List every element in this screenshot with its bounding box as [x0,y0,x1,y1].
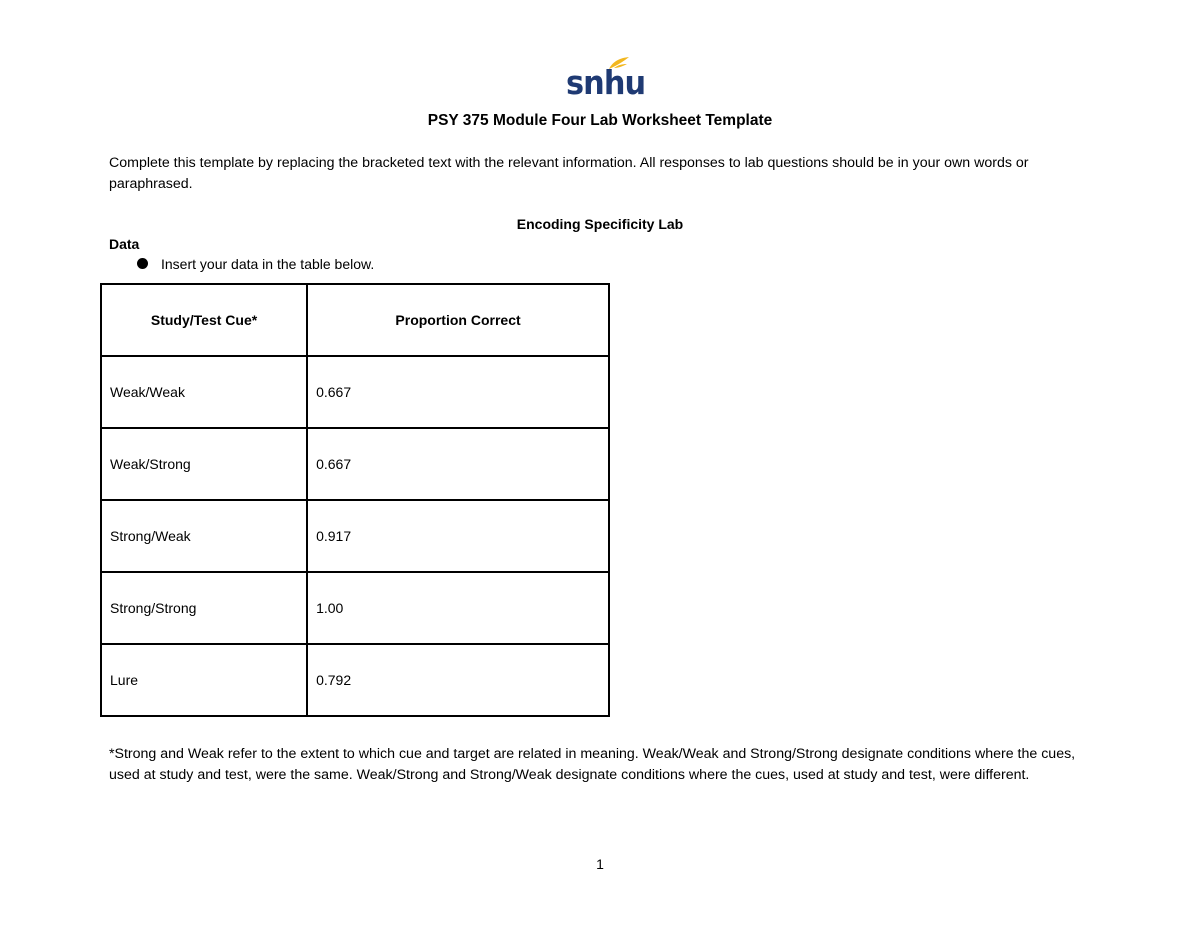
bullet-item [137,255,374,274]
table-cell-cue: Lure [101,644,307,716]
table-cell-cue: Weak/Weak [101,356,307,428]
table-cell-proportion: 0.792 [307,644,609,716]
intro-paragraph: Complete this template by replacing the bracketed text with the relevant information. All responses to lab questions should be in your own words or paraphrased. [109,155,1029,192]
data-table [100,283,610,717]
logo-wordmark: snhu [566,63,646,102]
table-header-row [101,284,609,356]
table-cell-proportion: 0.667 [307,356,609,428]
bullet-icon [137,258,148,269]
page-number: 1 [596,856,604,872]
table-header-cue: Study/Test Cue* [101,284,307,356]
table-cell-proportion: 1.00 [307,572,609,644]
table-cell-proportion: 0.667 [307,428,609,500]
table-cell-cue: Strong/Weak [101,500,307,572]
section-title: Encoding Specificity Lab [516,216,684,232]
table-row [101,356,609,428]
table-row [101,428,609,500]
table-row [101,500,609,572]
data-heading: Data [109,236,140,252]
snhu-logo [566,56,646,104]
table-row [101,644,609,716]
footnote: *Strong and Weak refer to the extent to which cue and target are related in meaning. Weak/Weak and Strong/Strong designate conditions where the cues, used at study and test, were the same. Weak/Strong and Strong/Weak designate conditions where the cues, used at study and test, were different. [109,746,1076,783]
table-cell-cue: Weak/Strong [101,428,307,500]
table-cell-cue: Strong/Strong [101,572,307,644]
table-header-proportion: Proportion Correct [307,284,609,356]
table-row [101,572,609,644]
bullet-text: Insert your data in the table below. [161,256,375,272]
table-cell-proportion: 0.917 [307,500,609,572]
page-title: PSY 375 Module Four Lab Worksheet Template [427,112,773,129]
